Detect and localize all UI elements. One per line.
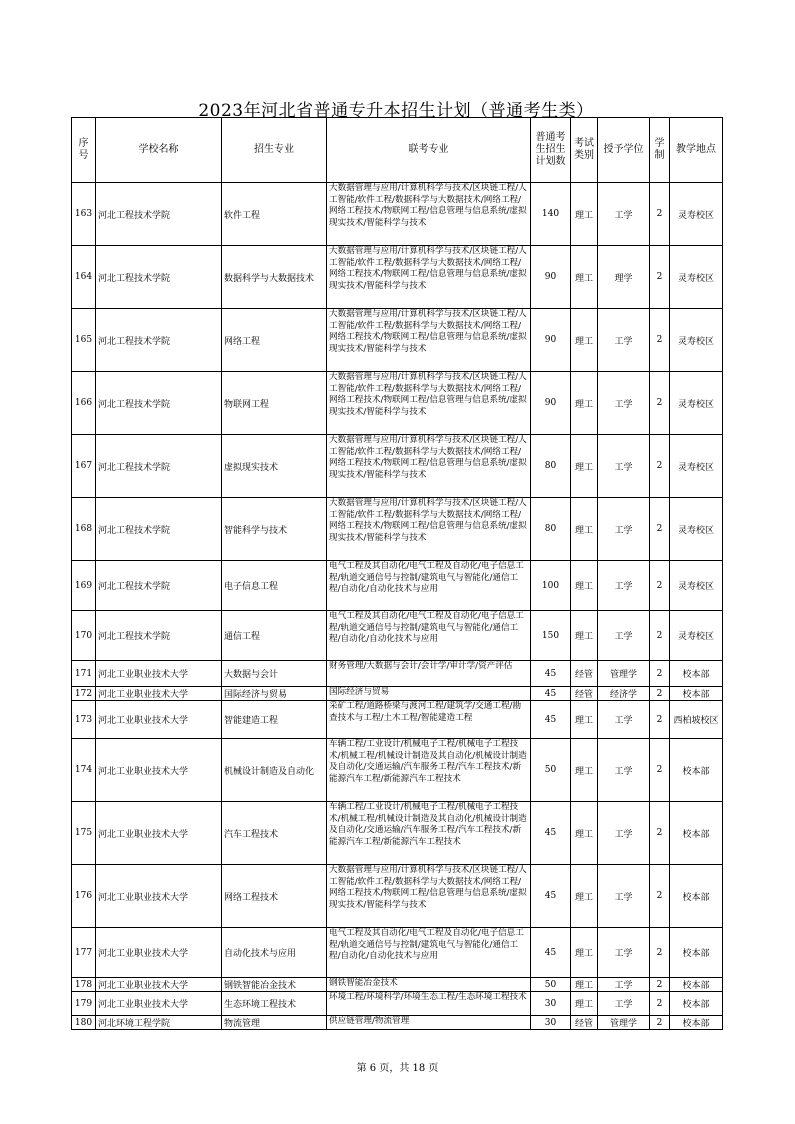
cell-no: 179 — [72, 992, 96, 1016]
cell-no: 171 — [72, 661, 96, 687]
table-row — [72, 865, 723, 928]
cell-no: 178 — [72, 978, 96, 992]
cell-category: 理工 — [571, 978, 598, 992]
cell-school: 河北工程技术学院 — [96, 498, 222, 561]
table-row — [72, 701, 723, 739]
cell-major: 物联网工程 — [222, 372, 327, 435]
cell-location: 校本部 — [670, 802, 723, 865]
cell-location: 校本部 — [670, 865, 723, 928]
cell-exam: 供应链管理/物流管理 — [327, 1016, 531, 1030]
cell-category: 理工 — [571, 435, 598, 498]
cell-exam: 环境工程/环境科学/环境生态工程/生态环境工程技术 — [327, 992, 531, 1016]
cell-location: 校本部 — [670, 687, 723, 701]
cell-years: 2 — [650, 978, 670, 992]
enrollment-table — [71, 117, 723, 1030]
cell-no: 166 — [72, 372, 96, 435]
cell-school: 河北工业职业技术大学 — [96, 802, 222, 865]
cell-degree: 经济学 — [598, 687, 650, 701]
cell-degree: 理学 — [598, 246, 650, 309]
cell-category: 理工 — [571, 498, 598, 561]
table-row — [72, 992, 723, 1016]
cell-location: 灵寿校区 — [670, 372, 723, 435]
cell-category: 理工 — [571, 309, 598, 372]
col-header-category: 考试类别 — [571, 118, 598, 183]
cell-exam: 财务管理/大数据与会计/会计学/审计学/资产评估 — [327, 661, 531, 687]
cell-major: 智能科学与技术 — [222, 498, 327, 561]
cell-plan: 80 — [531, 435, 571, 498]
cell-plan: 90 — [531, 246, 571, 309]
cell-location: 灵寿校区 — [670, 435, 723, 498]
cell-category: 经管 — [571, 687, 598, 701]
cell-major: 自动化技术与应用 — [222, 928, 327, 978]
cell-school: 河北工业职业技术大学 — [96, 739, 222, 802]
cell-major: 软件工程 — [222, 183, 327, 246]
cell-degree: 工学 — [598, 435, 650, 498]
cell-degree: 工学 — [598, 183, 650, 246]
cell-plan: 45 — [531, 865, 571, 928]
cell-location: 校本部 — [670, 928, 723, 978]
cell-years: 2 — [650, 498, 670, 561]
cell-no: 176 — [72, 865, 96, 928]
cell-location: 灵寿校区 — [670, 611, 723, 661]
table-row — [72, 611, 723, 661]
cell-category: 理工 — [571, 372, 598, 435]
col-header-exam: 联考专业 — [327, 118, 531, 183]
cell-major: 电子信息工程 — [222, 561, 327, 611]
cell-school: 河北工业职业技术大学 — [96, 978, 222, 992]
cell-years: 2 — [650, 1016, 670, 1030]
cell-category: 经管 — [571, 661, 598, 687]
cell-plan: 45 — [531, 928, 571, 978]
cell-degree: 工学 — [598, 739, 650, 802]
cell-exam: 大数据管理与应用/计算机科学与技术/区块链工程/人工智能/软件工程/数据科学与大数据技术/网络工程/网络工程技术/物联网工程/信息管理与信息系统/虚拟现实技术/智能科学与技术 — [327, 246, 531, 309]
col-header-plan: 普通考生招生计划数 — [531, 118, 571, 183]
cell-school: 河北工程技术学院 — [96, 435, 222, 498]
table-row — [72, 802, 723, 865]
cell-plan: 45 — [531, 661, 571, 687]
col-header-school: 学校名称 — [96, 118, 222, 183]
col-header-major: 招生专业 — [222, 118, 327, 183]
cell-years: 2 — [650, 183, 670, 246]
cell-exam: 大数据管理与应用/计算机科学与技术/区块链工程/人工智能/软件工程/数据科学与大数据技术/网络工程/网络工程技术/物联网工程/信息管理与信息系统/虚拟现实技术/智能科学与技术 — [327, 372, 531, 435]
cell-plan: 80 — [531, 498, 571, 561]
cell-no: 175 — [72, 802, 96, 865]
cell-exam: 大数据管理与应用/计算机科学与技术/区块链工程/人工智能/软件工程/数据科学与大数据技术/网络工程/网络工程技术/物联网工程/信息管理与信息系统/虚拟现实技术/智能科学与技术 — [327, 865, 531, 928]
cell-school: 河北工业职业技术大学 — [96, 661, 222, 687]
cell-exam: 大数据管理与应用/计算机科学与技术/区块链工程/人工智能/软件工程/数据科学与大数据技术/网络工程/网络工程技术/物联网工程/信息管理与信息系统/虚拟现实技术/智能科学与技术 — [327, 309, 531, 372]
cell-exam: 国际经济与贸易 — [327, 687, 531, 701]
cell-major: 网络工程 — [222, 309, 327, 372]
cell-location: 西柏坡校区 — [670, 701, 723, 739]
cell-location: 校本部 — [670, 992, 723, 1016]
cell-exam: 车辆工程/工业设计/机械电子工程/机械电子工程技术/机械工程/机械设计制造及其自动化/机械设计制造及自动化/交通运输/汽车服务工程/汽车工程技术/新能源汽车工程/新能源汽车工程技术 — [327, 739, 531, 802]
cell-plan: 140 — [531, 183, 571, 246]
col-header-location: 教学地点 — [670, 118, 723, 183]
cell-no: 173 — [72, 701, 96, 739]
table-row — [72, 928, 723, 978]
cell-exam: 车辆工程/工业设计/机械电子工程/机械电子工程技术/机械工程/机械设计制造及其自动化/机械设计制造及自动化/交通运输/汽车服务工程/汽车工程技术/新能源汽车工程/新能源汽车工程技术 — [327, 802, 531, 865]
cell-no: 167 — [72, 435, 96, 498]
table-row — [72, 661, 723, 687]
cell-school: 河北工业职业技术大学 — [96, 865, 222, 928]
table-row — [72, 183, 723, 246]
table-row — [72, 1016, 723, 1030]
table-row — [72, 687, 723, 701]
cell-exam: 大数据管理与应用/计算机科学与技术/区块链工程/人工智能/软件工程/数据科学与大数据技术/网络工程/网络工程技术/物联网工程/信息管理与信息系统/虚拟现实技术/智能科学与技术 — [327, 435, 531, 498]
cell-category: 理工 — [571, 246, 598, 309]
cell-location: 校本部 — [670, 739, 723, 802]
cell-no: 165 — [72, 309, 96, 372]
cell-plan: 50 — [531, 978, 571, 992]
cell-category: 经管 — [571, 1016, 598, 1030]
cell-years: 2 — [650, 739, 670, 802]
cell-no: 163 — [72, 183, 96, 246]
cell-exam: 电气工程及其自动化/电气工程及自动化/电子信息工程/轨道交通信号与控制/建筑电气与智能化/通信工程/自动化/自动化技术与应用 — [327, 928, 531, 978]
table-row — [72, 739, 723, 802]
cell-plan: 50 — [531, 739, 571, 802]
cell-plan: 30 — [531, 992, 571, 1016]
cell-no: 174 — [72, 739, 96, 802]
cell-category: 理工 — [571, 992, 598, 1016]
cell-degree: 工学 — [598, 611, 650, 661]
col-header-years: 学制 — [650, 118, 670, 183]
cell-years: 2 — [650, 701, 670, 739]
page-footer: 第 6 页，共 18 页 — [356, 1063, 439, 1074]
cell-major: 物流管理 — [222, 1016, 327, 1030]
cell-category: 理工 — [571, 739, 598, 802]
cell-major: 网络工程技术 — [222, 865, 327, 928]
cell-degree: 工学 — [598, 498, 650, 561]
cell-category: 理工 — [571, 865, 598, 928]
cell-exam: 电气工程及其自动化/电气工程及自动化/电子信息工程/轨道交通信号与控制/建筑电气与智能化/通信工程/自动化/自动化技术与应用 — [327, 611, 531, 661]
cell-school: 河北工业职业技术大学 — [96, 701, 222, 739]
cell-location: 灵寿校区 — [670, 498, 723, 561]
cell-no: 169 — [72, 561, 96, 611]
cell-location: 灵寿校区 — [670, 309, 723, 372]
cell-location: 校本部 — [670, 978, 723, 992]
cell-category: 理工 — [571, 561, 598, 611]
cell-major: 机械设计制造及自动化 — [222, 739, 327, 802]
cell-plan: 30 — [531, 1016, 571, 1030]
cell-exam: 大数据管理与应用/计算机科学与技术/区块链工程/人工智能/软件工程/数据科学与大数据技术/网络工程/网络工程技术/物联网工程/信息管理与信息系统/虚拟现实技术/智能科学与技术 — [327, 183, 531, 246]
cell-major: 通信工程 — [222, 611, 327, 661]
cell-school: 河北工业职业技术大学 — [96, 992, 222, 1016]
cell-school: 河北工程技术学院 — [96, 246, 222, 309]
cell-years: 2 — [650, 435, 670, 498]
table-row — [72, 309, 723, 372]
cell-major: 钢铁智能冶金技术 — [222, 978, 327, 992]
cell-years: 2 — [650, 687, 670, 701]
page-title: 2023年河北省普通专升本招生计划（普通考生类） — [198, 101, 594, 121]
table-row — [72, 978, 723, 992]
cell-school: 河北环境工程学院 — [96, 1016, 222, 1030]
cell-degree: 工学 — [598, 978, 650, 992]
cell-school: 河北工程技术学院 — [96, 611, 222, 661]
cell-category: 理工 — [571, 183, 598, 246]
col-header-no: 序号 — [72, 118, 96, 183]
cell-years: 2 — [650, 372, 670, 435]
table-row — [72, 561, 723, 611]
cell-years: 2 — [650, 802, 670, 865]
table-row — [72, 435, 723, 498]
cell-plan: 150 — [531, 611, 571, 661]
cell-degree: 管理学 — [598, 661, 650, 687]
cell-degree: 工学 — [598, 928, 650, 978]
cell-no: 177 — [72, 928, 96, 978]
cell-no: 164 — [72, 246, 96, 309]
cell-degree: 工学 — [598, 802, 650, 865]
cell-years: 2 — [650, 661, 670, 687]
cell-years: 2 — [650, 611, 670, 661]
cell-major: 汽车工程技术 — [222, 802, 327, 865]
cell-degree: 工学 — [598, 561, 650, 611]
cell-plan: 90 — [531, 372, 571, 435]
cell-years: 2 — [650, 928, 670, 978]
cell-major: 生态环境工程技术 — [222, 992, 327, 1016]
cell-degree: 工学 — [598, 992, 650, 1016]
cell-school: 河北工程技术学院 — [96, 183, 222, 246]
cell-exam: 大数据管理与应用/计算机科学与技术/区块链工程/人工智能/软件工程/数据科学与大数据技术/网络工程/网络工程技术/物联网工程/信息管理与信息系统/虚拟现实技术/智能科学与技术 — [327, 498, 531, 561]
cell-years: 2 — [650, 561, 670, 611]
table-row — [72, 372, 723, 435]
cell-major: 大数据与会计 — [222, 661, 327, 687]
header-row — [72, 118, 723, 183]
cell-major: 智能建造工程 — [222, 701, 327, 739]
cell-location: 灵寿校区 — [670, 246, 723, 309]
cell-location: 校本部 — [670, 1016, 723, 1030]
cell-exam: 采矿工程/道路桥梁与渡河工程/建筑学/交通工程/勘查技术与工程/土木工程/智能建造工程 — [327, 701, 531, 739]
cell-location: 校本部 — [670, 661, 723, 687]
cell-plan: 45 — [531, 802, 571, 865]
table-row — [72, 246, 723, 309]
cell-plan: 100 — [531, 561, 571, 611]
cell-school: 河北工业职业技术大学 — [96, 928, 222, 978]
cell-school: 河北工业职业技术大学 — [96, 687, 222, 701]
cell-exam: 电气工程及其自动化/电气工程及自动化/电子信息工程/轨道交通信号与控制/建筑电气与智能化/通信工程/自动化/自动化技术与应用 — [327, 561, 531, 611]
cell-category: 理工 — [571, 701, 598, 739]
cell-years: 2 — [650, 992, 670, 1016]
cell-category: 理工 — [571, 802, 598, 865]
cell-years: 2 — [650, 246, 670, 309]
cell-plan: 45 — [531, 687, 571, 701]
cell-years: 2 — [650, 865, 670, 928]
cell-location: 灵寿校区 — [670, 561, 723, 611]
cell-degree: 工学 — [598, 701, 650, 739]
cell-plan: 90 — [531, 309, 571, 372]
cell-exam: 钢铁智能冶金技术 — [327, 978, 531, 992]
cell-no: 172 — [72, 687, 96, 701]
cell-no: 170 — [72, 611, 96, 661]
cell-major: 国际经济与贸易 — [222, 687, 327, 701]
cell-plan: 45 — [531, 701, 571, 739]
cell-degree: 管理学 — [598, 1016, 650, 1030]
cell-no: 168 — [72, 498, 96, 561]
table-row — [72, 498, 723, 561]
cell-category: 理工 — [571, 611, 598, 661]
cell-location: 灵寿校区 — [670, 183, 723, 246]
cell-degree: 工学 — [598, 865, 650, 928]
cell-school: 河北工程技术学院 — [96, 309, 222, 372]
cell-years: 2 — [650, 309, 670, 372]
cell-school: 河北工程技术学院 — [96, 561, 222, 611]
cell-category: 理工 — [571, 928, 598, 978]
cell-no: 180 — [72, 1016, 96, 1030]
cell-degree: 工学 — [598, 309, 650, 372]
cell-degree: 工学 — [598, 372, 650, 435]
cell-major: 虚拟现实技术 — [222, 435, 327, 498]
cell-major: 数据科学与大数据技术 — [222, 246, 327, 309]
col-header-degree: 授予学位 — [598, 118, 650, 183]
cell-school: 河北工程技术学院 — [96, 372, 222, 435]
